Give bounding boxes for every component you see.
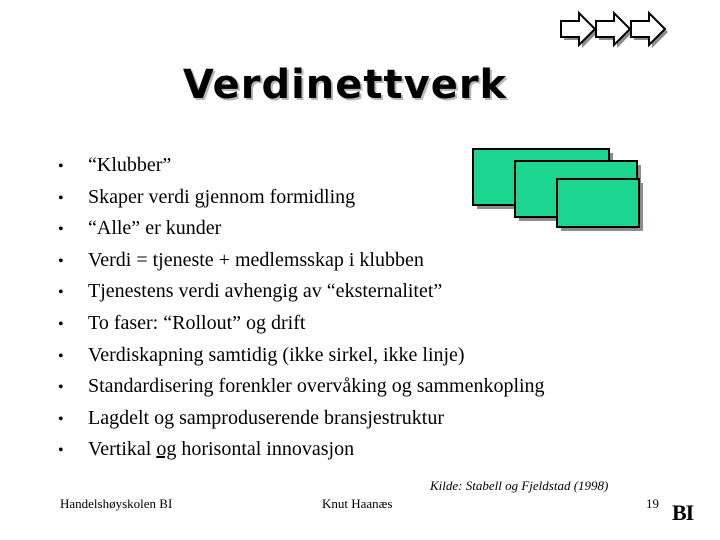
list-item: • Vertikal og horisontal innovasjon: [58, 434, 545, 466]
arrow-right-icon: [561, 13, 598, 48]
nav-arrows: [560, 8, 670, 50]
arrow-right-icon: [631, 13, 668, 48]
footer-institution: Handelshøyskolen BI: [60, 496, 173, 511]
bullet-icon: •: [58, 442, 64, 460]
bullet-icon: •: [58, 315, 64, 333]
bullet-icon: •: [58, 347, 64, 365]
stacked-cards-illustration: [472, 148, 652, 240]
list-item: • Lagdelt og samproduserende bransjestruktur: [58, 403, 545, 435]
page-number: 19: [646, 496, 659, 511]
list-item: • To faser: “Rollout” og drift: [58, 308, 545, 340]
list-item: • Skaper verdi gjennom formidling: [58, 182, 545, 214]
list-item: • Tjenestens verdi avhengig av “eksternalitet”: [58, 276, 545, 308]
bullet-icon: •: [58, 252, 64, 270]
bullet-icon: •: [58, 158, 64, 175]
bullet-icon: •: [58, 284, 64, 302]
list-item: • “Alle” er kunder: [58, 213, 545, 245]
list-item: • Standardisering forenkler overvåking og sammenkopling: [58, 371, 545, 403]
slide-title: Verdinettverk: [182, 62, 508, 108]
bullet-icon: •: [58, 379, 64, 397]
bullet-icon: •: [58, 410, 64, 428]
bullet-icon: •: [58, 221, 64, 239]
list-item: • Verdi = tjeneste + medlemsskap i klubben: [58, 245, 545, 277]
card-front: [557, 179, 643, 231]
list-item: • “Klubber”: [58, 150, 545, 182]
source-citation: Kilde: Stabell og Fjeldstad (1998): [430, 478, 609, 493]
bi-logo: BI: [672, 500, 694, 525]
footer-author: Knut Haanæs: [322, 496, 393, 511]
list-item: • Verdiskapning samtidig (ikke sirkel, ikke linje): [58, 340, 545, 372]
bullet-icon: •: [58, 189, 64, 207]
arrow-right-icon: [596, 13, 633, 48]
